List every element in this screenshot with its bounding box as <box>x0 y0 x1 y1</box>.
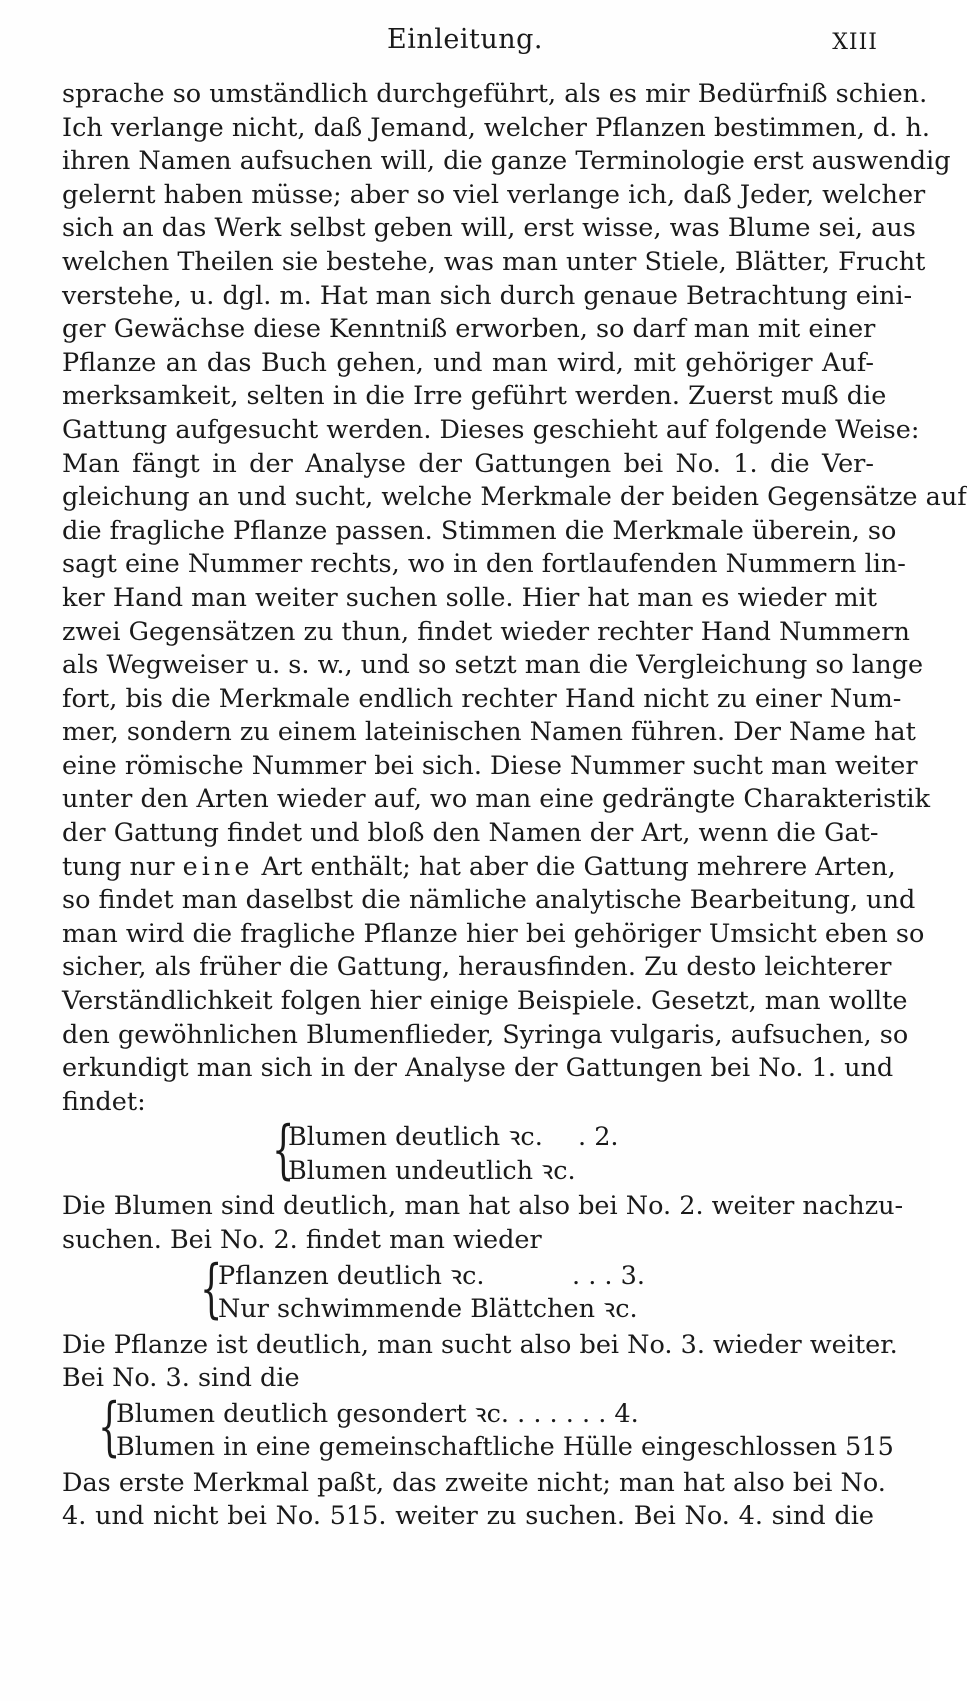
text-line: fort, bis die Merkmale endlich rechter Hand nicht zu einer Num- <box>62 683 902 714</box>
brace: { <box>272 1113 295 1188</box>
text-line: als Wegweiser u. s. w., und so setzt man die Vergleichung so lange <box>62 650 924 681</box>
key-option: Blumen deutlich gesondert ꝛc. . . . . . . 4. <box>116 1398 639 1429</box>
text-line: sicher, als früher die Gattung, herausfinden. Zu desto leichterer <box>62 952 892 983</box>
key-target-number: . . . 3. <box>572 1260 645 1291</box>
page-header <box>0 22 930 62</box>
text-line: zwei Gegensätzen zu thun, findet wieder rechter Hand Nummern <box>62 616 910 647</box>
text-line: Bei No. 3. sind die <box>62 1363 300 1394</box>
text-line: Das erste Merkmal paßt, das zweite nicht; man hat also bei No. <box>62 1467 886 1498</box>
text-line <box>62 851 896 885</box>
text-line: unter den Arten wieder auf, wo man eine gedrängte Charakteristik <box>62 784 931 815</box>
key-example-1 <box>62 1113 874 1188</box>
key-example-3 <box>62 1389 894 1465</box>
text-line: Man fängt in der Analyse der Gattungen bei No. 1. die Ver- <box>62 448 874 479</box>
key-option: Pflanzen deutlich ꝛc. <box>218 1260 485 1291</box>
text-fragment: Art enthält; hat aber die Gattung mehrere Arten, <box>253 851 896 882</box>
text-line: welchen Theilen sie bestehe, was man unter Stiele, Blätter, Frucht <box>62 246 926 277</box>
page-body <box>62 78 967 1534</box>
text-line: Die Blumen sind deutlich, man hat also bei No. 2. weiter nachzu- <box>62 1191 904 1222</box>
text-fragment: tung nur <box>62 851 183 882</box>
text-line: so findet man daselbst die nämliche analytische Bearbeitung, und <box>62 885 916 916</box>
text-line: erkundigt man sich in der Analyse der Gattungen bei No. 1. und <box>62 1053 894 1084</box>
key-example-2 <box>62 1251 874 1327</box>
brace: { <box>200 1251 223 1326</box>
text-line: der Gattung findet und bloß den Namen der Art, wenn die Gat- <box>62 818 879 849</box>
text-line: den gewöhnlichen Blumenflieder, Syringa vulgaris, aufsuchen, so <box>62 1019 909 1050</box>
text-line: findet: <box>62 1086 146 1117</box>
text-line: man wird die fragliche Pflanze hier bei gehöriger Umsicht eben so <box>62 918 925 949</box>
text-line: merksamkeit, selten in die Irre geführt werden. Zuerst muß die <box>62 381 887 412</box>
text-line: sagt eine Nummer rechts, wo in den fortlaufenden Nummern lin- <box>62 549 906 580</box>
key-option: Blumen deutlich ꝛc. <box>288 1122 543 1153</box>
text-line: Verständlichkeit folgen hier einige Beispiele. Gesetzt, man wollte <box>62 986 908 1017</box>
text-line: eine römische Nummer bei sich. Diese Nummer sucht man weiter <box>62 750 918 781</box>
emphasized-word: eine <box>182 851 254 882</box>
text-line: mer, sondern zu einem lateinischen Namen führen. Der Name hat <box>62 717 916 748</box>
text-line: gleichung an und sucht, welche Merkmale der beiden Gegensätze auf <box>62 482 967 513</box>
brace: { <box>98 1389 121 1464</box>
text-line: ger Gewächse diese Kenntniß erworben, so darf man mit einer <box>62 314 876 345</box>
text-line: Gattung aufgesucht werden. Dieses geschieht auf folgende Weise: <box>62 414 920 445</box>
text-line: gelernt haben müsse; aber so viel verlange ich, daß Jeder, welcher <box>62 179 926 210</box>
text-line: verstehe, u. dgl. m. Hat man sich durch genaue Betrachtung eini- <box>62 280 913 311</box>
key-option: Nur schwimmende Blättchen ꝛc. <box>218 1294 638 1325</box>
text-line: die fragliche Pflanze passen. Stimmen die Merkmale überein, so <box>62 515 897 546</box>
key-option: Blumen in eine gemeinschaftliche Hülle eingeschlossen 515 <box>116 1432 894 1463</box>
text-line: Ich verlange nicht, daß Jemand, welcher Pflanzen bestimmen, d. h. <box>62 112 930 143</box>
text-line: ker Hand man weiter suchen solle. Hier hat man es wieder mit <box>62 582 877 613</box>
key-target-number: . 2. <box>578 1122 619 1153</box>
page-number: XIII <box>832 30 878 55</box>
text-line: suchen. Bei No. 2. findet man wieder <box>62 1225 542 1255</box>
text-line: sich an das Werk selbst geben will, erst wisse, was Blume sei, aus <box>62 213 916 244</box>
text-line: ihren Namen aufsuchen will, die ganze Terminologie erst auswendig <box>62 146 951 177</box>
key-option: Blumen undeutlich ꝛc. <box>288 1156 576 1186</box>
text-line: Pflanze an das Buch gehen, und man wird, mit gehöriger Auf- <box>62 347 874 378</box>
text-line: sprache so umständlich durchgeführt, als es mir Bedürfniß schien. <box>62 79 928 109</box>
running-title: Einleitung. <box>387 24 543 55</box>
text-line: 4. und nicht bei No. 515. weiter zu suchen. Bei No. 4. sind die <box>62 1501 874 1532</box>
text-line: Die Pflanze ist deutlich, man sucht also bei No. 3. wieder weiter. <box>62 1329 898 1360</box>
